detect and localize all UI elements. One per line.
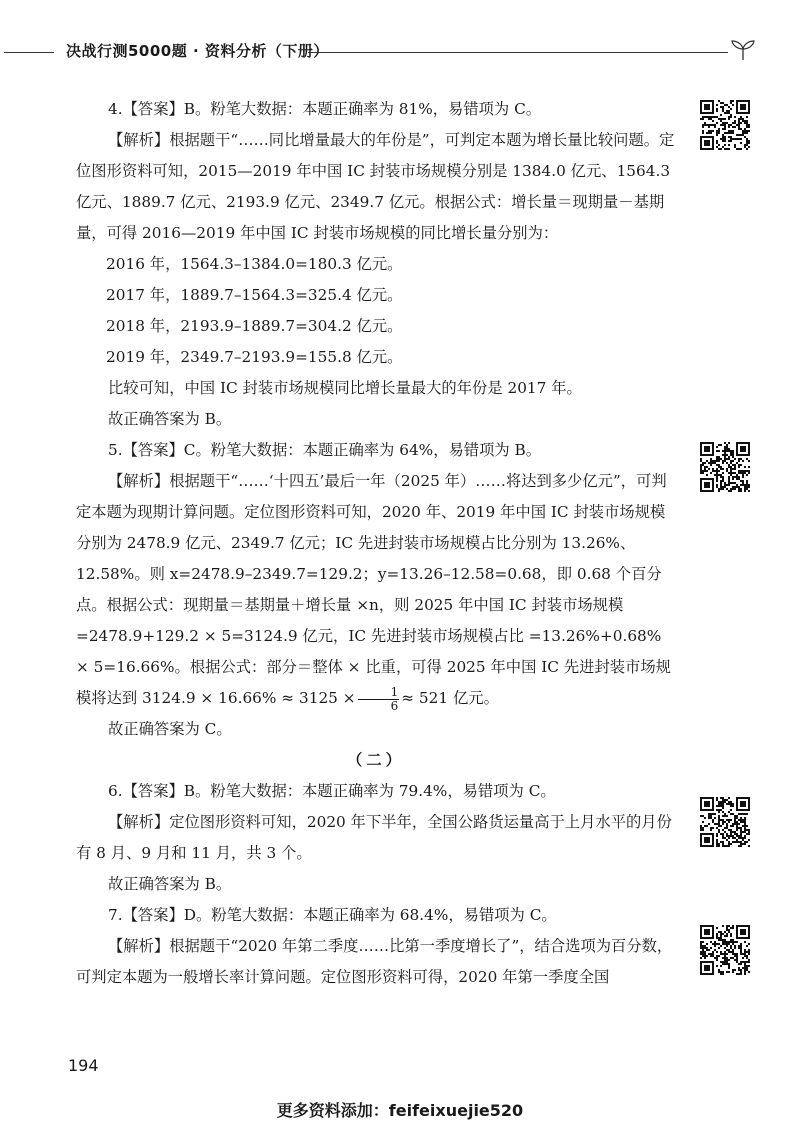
q6-conclusion: 故正确答案为 B。 (108, 875, 232, 893)
leaf-icon (728, 40, 758, 62)
q6-analysis: 【解析】定位图形资料可知，2020 年下半年，全国公路货运量高于上月水平的月份有 8 月、9 月和 11 月，共 3 个。 (76, 813, 672, 862)
header-title: 决战行测5000题 · 资料分析（下册） (66, 42, 329, 60)
answer-content (76, 94, 676, 993)
q7-answer-line: 7.【答案】D。粉笔大数据：本题正确率为 68.4%，易错项为 C。 (108, 906, 557, 924)
q4-answer-line: 4.【答案】B。粉笔大数据：本题正确率为 81%，易错项为 C。 (108, 100, 542, 118)
page-number: 194 (68, 1056, 99, 1075)
q4-analysis: 【解析】根据题干“……同比增量最大的年份是”，可判定本题为增长量比较问题。定位图形资料可知，2015—2019 年中国 IC 封装市场规模分别是 1384.0 亿元、1564.3 亿元、1889.7 亿元、2193.9 亿元、2349.7 亿元。根据公式：增长量＝现期量－基期量，可得 2016—2019 年中国 IC 封装市场规模的同比增长量分别为： (76, 131, 675, 242)
qr-code-icon[interactable] (700, 797, 750, 847)
qr-code-icon[interactable] (700, 442, 750, 492)
q5-analysis-end: ≈ 521 亿元。 (401, 689, 499, 707)
page-header (0, 40, 800, 64)
q5-conclusion: 故正确答案为 C。 (108, 720, 232, 738)
q5-analysis-text: 【解析】根据题干“……‘十四五’最后一年（2025 年）……将达到多少亿元”，可判定本题为现期计算问题。定位图形资料可知，2020 年、2019 年中国 IC 封装市场规模分别为 2478.9 亿元、2349.7 亿元；IC 先进封装市场规模占比分别为 13.26%、12.58%。则 x=2478.9–2349.7=129.2；y=13.26–12.58=0.68，即 0.68 个百分点。根据公式：现期量＝基期量＋增长量 ×n，则 2025 年中国 IC 封装市场规模 =2478.9+129.2 × 5=3124.9 亿元，IC 先进封装市场规模占比 =13.26%+0.68% × 5=16.66%。根据公式：部分＝整体 × 比重，可得 2025 年中国 IC 先进封装市场规模将达到 3124.9 × 16.66% ≈ 3125 × (76, 472, 671, 707)
q7-analysis: 【解析】根据题干“2020 年第二季度……比第一季度增长了”，结合选项为百分数，可判定本题为一般增长率计算问题。定位图形资料可得，2020 年第一季度全国 (76, 937, 673, 986)
fraction (358, 686, 400, 713)
header-rule-right (308, 52, 728, 53)
qr-code-icon[interactable] (700, 100, 750, 150)
q4-conclusion: 故正确答案为 B。 (108, 410, 232, 428)
q6-answer-line: 6.【答案】B。粉笔大数据：本题正确率为 79.4%，易错项为 C。 (108, 782, 556, 800)
q4-calc-line: 2018 年，2193.9–1889.7=304.2 亿元。 (106, 317, 403, 335)
q4-calc-line: 2017 年，1889.7–1564.3=325.4 亿元。 (106, 286, 403, 304)
header-rule-left (4, 52, 54, 53)
q5-answer-line: 5.【答案】C。粉笔大数据：本题正确率为 64%，易错项为 B。 (108, 441, 542, 459)
section-heading: （二） (347, 751, 405, 769)
footer-note: 更多资料添加：feifeixuejie520 (276, 1101, 524, 1120)
q4-compare: 比较可知，中国 IC 封装市场规模同比增长量最大的年份是 2017 年。 (108, 379, 582, 397)
fraction-numerator: 1 (358, 686, 400, 700)
fraction-denominator: 6 (390, 698, 399, 713)
qr-code-icon[interactable] (700, 925, 750, 975)
q4-calc-line: 2019 年，2349.7–2193.9=155.8 亿元。 (106, 348, 403, 366)
q5-analysis (76, 466, 676, 714)
q4-calc-line: 2016 年，1564.3–1384.0=180.3 亿元。 (106, 255, 403, 273)
